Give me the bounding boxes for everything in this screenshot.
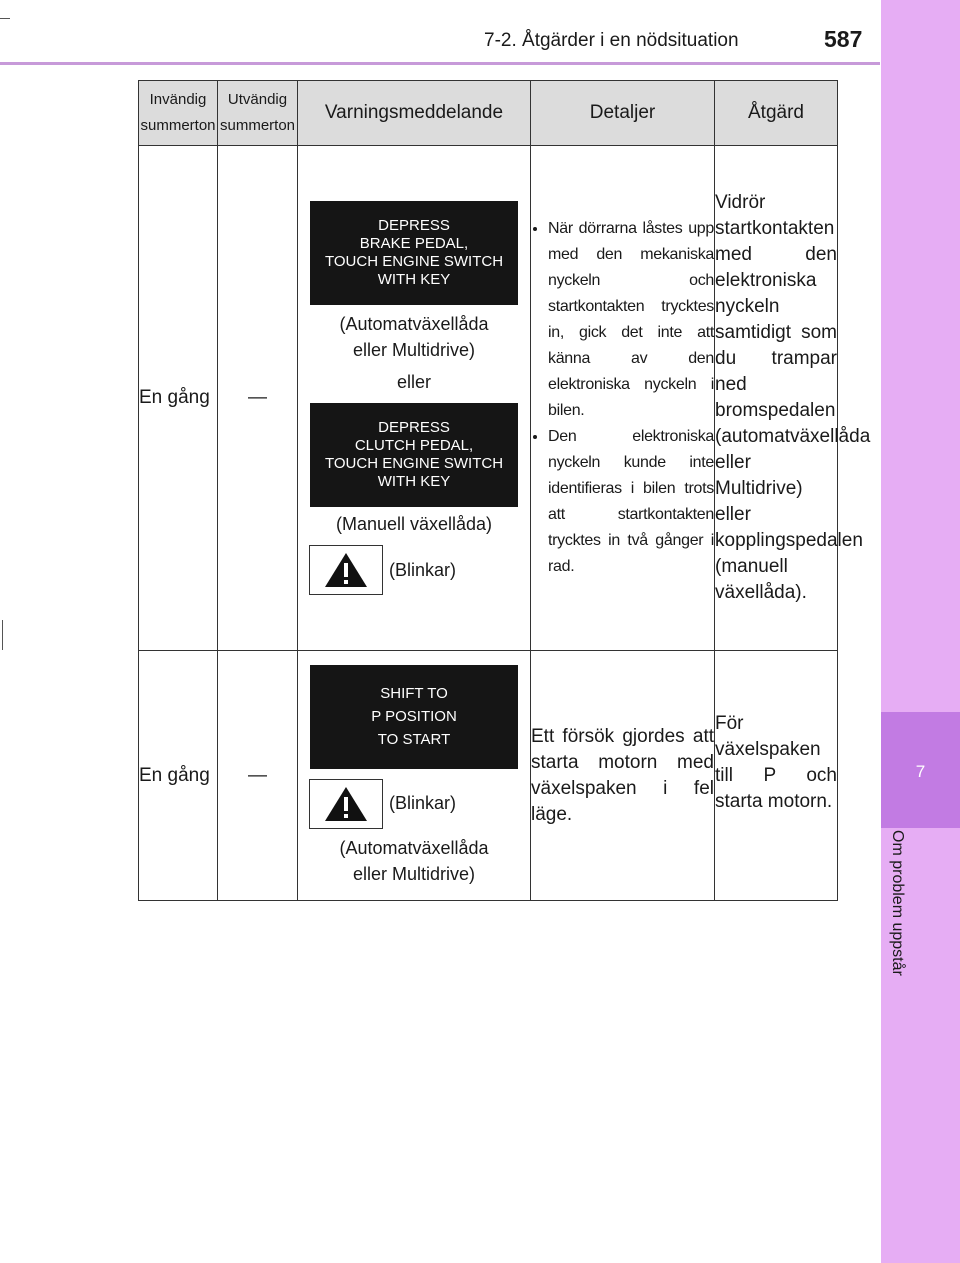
section-title: 7-2. Åtgärder i en nödsituation <box>484 30 739 51</box>
chapter-title: Om problem uppstår <box>889 830 906 976</box>
action-cell: Vidrör startkontakten med den elektroniska nyckeln samtidigt som du trampar ned bromspedalen (automatväxellåda eller Multidrive) eller kopplingspedalen (manuell växellåda). <box>715 146 838 651</box>
chapter-number: 7 <box>915 762 926 781</box>
caption-auto: (Automatväxellåda eller Multidrive) <box>339 314 489 360</box>
message-cell <box>298 146 531 651</box>
table-row <box>139 146 838 651</box>
header-outer-buzzer: Utvändig summerton <box>218 81 298 146</box>
details-cell: Ett försök gjordes att starta motorn med växelspaken i fel läge. <box>531 651 715 901</box>
header-message: Varningsmeddelande <box>298 81 531 146</box>
inner-buzzer-cell: En gång <box>139 146 218 651</box>
or-text: eller <box>396 372 431 392</box>
display-shift: SHIFT TO P POSITION TO START <box>310 665 518 769</box>
crop-mark <box>2 620 3 650</box>
message-cell <box>298 651 531 901</box>
crop-mark <box>0 18 10 19</box>
blink-label: (Blinkar) <box>389 559 457 580</box>
display-brake: DEPRESS BRAKE PEDAL, TOUCH ENGINE SWITCH WITH KEY <box>310 201 518 305</box>
chapter-tab <box>881 0 960 1263</box>
outer-buzzer-cell: — <box>218 146 298 651</box>
warning-triangle-icon <box>309 779 383 829</box>
warning-table <box>138 80 871 901</box>
blink-label: (Blinkar) <box>389 793 457 813</box>
table-header-row <box>139 81 838 146</box>
blink-indicator <box>309 545 530 595</box>
action-cell: För växelspaken till P och starta motorn. <box>715 651 838 901</box>
page-number: 587 <box>824 26 863 52</box>
blink-indicator <box>309 779 530 829</box>
outer-buzzer-cell: — <box>218 651 298 901</box>
warning-triangle-icon <box>309 545 383 595</box>
caption-auto: (Automatväxellåda eller Multidrive) <box>339 837 489 884</box>
inner-buzzer-cell: En gång <box>139 651 218 901</box>
display-clutch: DEPRESS CLUTCH PEDAL, TOUCH ENGINE SWITCH WITH KEY <box>310 403 518 507</box>
table-row <box>139 651 838 901</box>
caption-manual: (Manuell växellåda) <box>335 514 493 534</box>
header-action: Åtgärd <box>715 81 838 146</box>
details-cell <box>531 146 715 651</box>
header-details: Detaljer <box>531 81 715 146</box>
header-rule <box>0 62 880 65</box>
detail-item: • När dörrarna låstes upp med den mekaniska nyckeln och startkontakten trycktes in, gick det inte att känna av den elektroniska nyckeln i bilen. <box>548 216 714 424</box>
header-inner-buzzer: Invändig summerton <box>139 81 218 146</box>
detail-item: • Den elektroniska nyckeln kunde inte identifieras i bilen trots att startkontakten trycktes in två gånger i rad. <box>548 424 714 580</box>
